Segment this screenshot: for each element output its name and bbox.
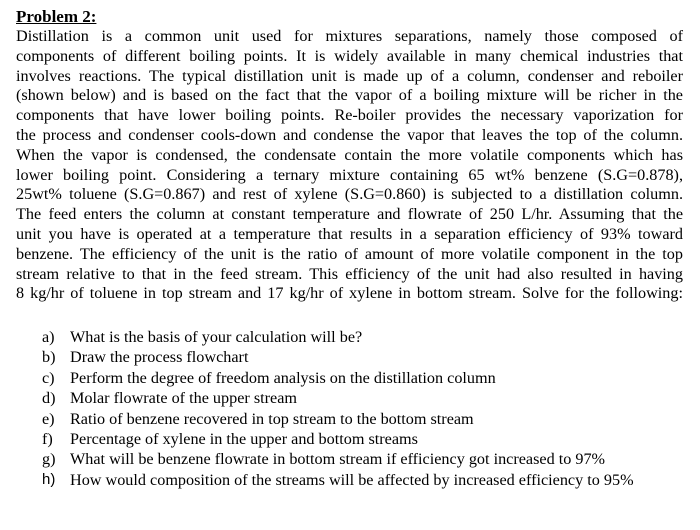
question-marker: f) [42, 430, 53, 449]
statement-line: the process and condenser cools-down and condense the vapor that leaves the top of the column. [16, 125, 683, 144]
statement-line: 8 kg/hr of toluene in top stream and 17 kg/hr of xylene in bottom stream. Solve for the following: [16, 284, 683, 303]
question-text: Percentage of xylene in the upper and bottom streams [70, 430, 418, 449]
question-item [42, 470, 682, 490]
question-text: Ratio of benzene recovered in top stream to the bottom stream [70, 409, 474, 428]
statement-line: components that have lower boiling points. Re-boiler provides the necessary vaporization for [16, 106, 683, 125]
question-item [42, 327, 682, 347]
question-marker: h) [42, 470, 56, 488]
question-item [42, 429, 682, 449]
statement-line: 25wt% toluene (S.G=0.867) and rest of xylene (S.G=0.860) is subjected to a distillation column. [16, 185, 683, 204]
question-marker: e) [42, 409, 55, 428]
statement-line: (shown below) and is based on the fact that the vapor of a boiling mixture will be richer in the [16, 86, 683, 105]
statement-line: benzene. The efficiency of the unit is the ratio of amount of more volatile component in the top [16, 244, 683, 263]
question-item [42, 347, 682, 367]
question-marker: a) [42, 328, 55, 346]
statement-line: components of different boiling points. It is widely available in many chemical industries that [16, 46, 683, 65]
question-item [42, 449, 682, 469]
question-list [42, 327, 682, 490]
question-marker: c) [42, 368, 55, 387]
question-item [42, 368, 682, 388]
statement-line: unit you have is operated at a temperature that results in a separation efficiency of 93% toward [16, 224, 683, 243]
statement-line: lower boiling point. Considering a ternary mixture containing 65 wt% benzene (S.G=0.878), [16, 165, 683, 184]
question-item [42, 388, 682, 408]
question-text: Molar flowrate of the upper stream [70, 389, 297, 408]
problem-statement [16, 27, 683, 304]
problem-title: Problem 2: [16, 7, 97, 26]
question-marker: b) [42, 348, 56, 367]
question-text: How would composition of the streams will be affected by increased efficiency to 95% [70, 470, 634, 489]
problem-block [16, 6, 683, 304]
question-item [42, 409, 682, 429]
question-text: What is the basis of your calculation will be? [70, 328, 363, 346]
question-text: Draw the process flowchart [70, 348, 249, 367]
question-text: Perform the degree of freedom analysis on the distillation column [70, 368, 496, 387]
question-text: What will be benzene flowrate in bottom stream if efficiency got increased to 97% [70, 450, 606, 469]
question-marker: d) [42, 389, 56, 408]
statement-line: When the vapor is condensed, the condensate contain the more volatile components which has [16, 145, 683, 164]
statement-line: The feed enters the column at constant temperature and flowrate of 250 L/hr. Assuming that the [16, 205, 683, 224]
question-marker: g) [42, 450, 56, 469]
statement-line: stream relative to that in the feed stream. This efficiency of the unit had also resulted in having [16, 264, 683, 283]
statement-line: involves reactions. The typical distillation unit is made up of a column, condenser and reboiler [16, 66, 683, 85]
statement-line: Distillation is a common unit used for mixtures separations, namely those composed of [16, 27, 683, 45]
